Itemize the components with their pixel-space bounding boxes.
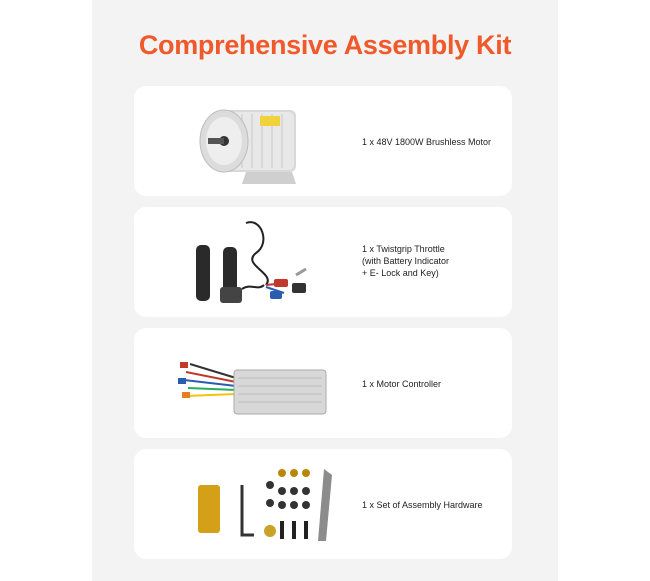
label-line: + E- Lock and Key) (362, 268, 439, 278)
kit-item-hardware (134, 449, 512, 559)
kit-item-label: 1 x Motor Controller (362, 379, 442, 389)
page-title: Comprehensive Assembly Kit (138, 30, 512, 60)
kit-item-motor (134, 86, 512, 196)
brushless-motor-icon (146, 92, 336, 190)
kit-item-label (362, 243, 507, 279)
kit-item-label: 1 x Set of Assembly Hardware (362, 500, 483, 510)
assembly-hardware-icon (146, 455, 336, 553)
kit-item-label: 1 x 48V 1800W Brushless Motor (362, 137, 492, 147)
label-line: 1 x Twistgrip Throttle (362, 244, 445, 254)
kit-panel (92, 0, 558, 581)
kit-item-throttle (134, 207, 512, 317)
kit-item-controller (134, 328, 512, 438)
motor-controller-icon (146, 334, 336, 432)
twistgrip-throttle-icon (146, 213, 336, 311)
label-line: (with Battery Indicator (362, 256, 450, 266)
